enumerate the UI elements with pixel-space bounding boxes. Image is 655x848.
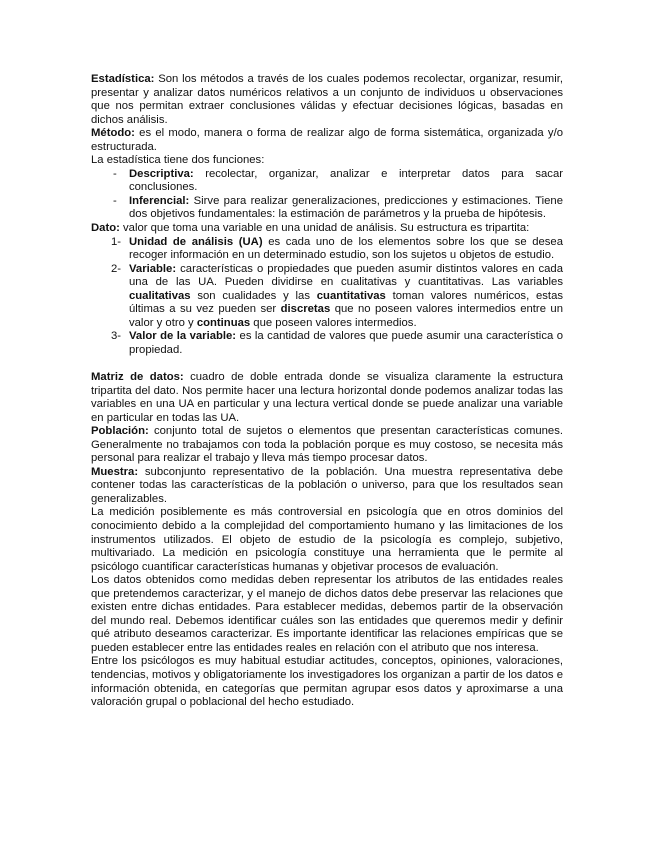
estadistica-text: Son los métodos a través de los cuales podemos recolectar, organizar, resumir, presentar y analizar datos numéricos relativos a un conjunto de individuos u observaciones que nos permitan extraer conclusiones válidas y efectuar decisiones lógicas, basadas en dichos análisis.: [91, 73, 563, 126]
descriptiva-text: recolectar, organizar, analizar e interpretar datos para sacar conclusiones.: [129, 167, 563, 194]
poblacion-definition: [91, 425, 563, 466]
matriz-text: cuadro de doble entrada donde se visualiza claramente la estructura tripartita del dato. Nos permite hacer una lectura horizontal donde podemos analizar todas las variables en una UA en particular y una lectura vertical donde se puede analizar una variable en particular en todas las UA.: [91, 370, 563, 424]
list-item: [91, 236, 563, 263]
estadistica-definition: [91, 73, 563, 127]
dato-term: Dato:: [91, 222, 120, 235]
cuantitativas-term: cuantitativas: [316, 289, 386, 302]
discretas-term: discretas: [280, 303, 331, 316]
funciones-intro: La estadística tiene dos funciones:: [91, 154, 265, 167]
list-marker: 3-: [111, 330, 122, 343]
metodo-text: es el modo, manera o forma de realizar algo de forma sistemática, organizada y/o estructurada.: [91, 127, 563, 153]
matriz-definition: [91, 371, 563, 425]
list-item: [91, 330, 563, 357]
estadistica-term: Estadística:: [91, 73, 155, 85]
muestra-definition: [91, 466, 563, 507]
medicion-paragraph: La medición posiblemente es más controversial en psicología que en otros dominios del conocimiento debido a la complejidad del comportamiento humano y las limitaciones de los instrumentos utilizados. El objeto de estudio de la psicología es complejo, subjetivo, multivariado. La medición en psicología constituye una herramienta que le permite al psicólogo cuantificar características humanas y objetivar procesos de evaluación.: [91, 506, 563, 573]
variable-term: Variable:: [129, 262, 177, 275]
psicologos-paragraph: Entre los psicólogos es muy habitual estudiar actitudes, conceptos, opiniones, valoraciones, tendencias, motivos y obligatoriamente los investigadores los organizan a partir de los datos e información obtenida, en categorías que permitan agrupar esos datos y aproximarse a una valoración grupal o poblacional del hecho estudiado.: [91, 655, 563, 709]
variable-text: que no poseen valores intermedios entre un valor y otro y: [129, 303, 563, 329]
inferencial-text: Sirve para realizar generalizaciones, predicciones y estimaciones. Tiene dos objetivos fundamentales: la estimación de parámetros y la prueba de hipótesis.: [129, 194, 563, 221]
variable-text: son cualidades y las: [190, 289, 317, 302]
cualitativas-term: cualitativas: [129, 289, 191, 302]
list-marker: -: [113, 167, 117, 180]
list-marker: -: [113, 194, 117, 207]
dato-text: valor que toma una variable en una unidad de análisis. Su estructura es tripartita:: [119, 222, 530, 235]
muestra-term: Muestra:: [91, 465, 139, 478]
muestra-text: subconjunto representativo de la población. Una muestra representativa debe contener todas las características de la población o universo, para que los resultados sean generalizables.: [91, 465, 563, 505]
unidad-analisis-term: Unidad de análisis (UA): [129, 235, 263, 248]
metodo-term: Método:: [91, 127, 135, 140]
valor-variable-text: es la cantidad de valores que puede asumir una característica o propiedad.: [129, 330, 563, 356]
document-page: [91, 73, 563, 710]
metodo-definition: [91, 127, 563, 154]
variable-text: toman valores numéricos, estas últimas a su vez pueden ser: [129, 289, 564, 316]
poblacion-term: Población:: [91, 425, 149, 438]
variable-text: que poseen valores intermedios.: [250, 316, 417, 329]
matriz-term: Matriz de datos:: [91, 370, 184, 383]
estructura-list: [91, 236, 563, 358]
list-item: [91, 168, 563, 195]
dato-definition: [91, 222, 563, 236]
funciones-list: [91, 168, 563, 222]
unidad-analisis-text: es cada uno de los elementos sobre los que se desea recoger información en un determinado estudio, son los sujetos u objetos de estudio.: [129, 235, 563, 262]
list-item: [91, 263, 563, 331]
list-item: [91, 195, 563, 222]
paragraph-gap: [91, 357, 563, 371]
list-marker: 2-: [111, 262, 122, 275]
variable-text: características o propiedades que pueden asumir distintos valores en cada una de las UA. Pueden dividirse en cualitativas y cuantitativas. Las variables: [129, 262, 563, 289]
inferencial-term: Inferencial:: [129, 194, 190, 207]
valor-variable-term: Valor de la variable:: [129, 330, 237, 343]
continuas-term: continuas: [196, 316, 251, 329]
list-marker: 1-: [111, 235, 122, 248]
descriptiva-term: Descriptiva:: [129, 167, 194, 180]
poblacion-text: conjunto total de sujetos o elementos que presentan características comunes. Generalmente no trabajamos con toda la población porque es muy costoso, se necesita más personal para realizar el trabajo y lleva más tiempo procesar datos.: [91, 425, 563, 465]
datos-medidas-paragraph: Los datos obtenidos como medidas deben representar los atributos de las entidades reales que pretendemos caracterizar, y el manejo de dichos datos debe preservar las relaciones que existen entre dichas entidades. Para establecer medidas, debemos partir de la observación del mundo real. Debemos identificar cuáles son las entidades que queremos medir y definir qué atributo deseamos caracterizar. Es importante identificar las relaciones empíricas que se pueden establecer entre las entidades reales en relación con el atributo que nos interesa.: [91, 574, 563, 654]
